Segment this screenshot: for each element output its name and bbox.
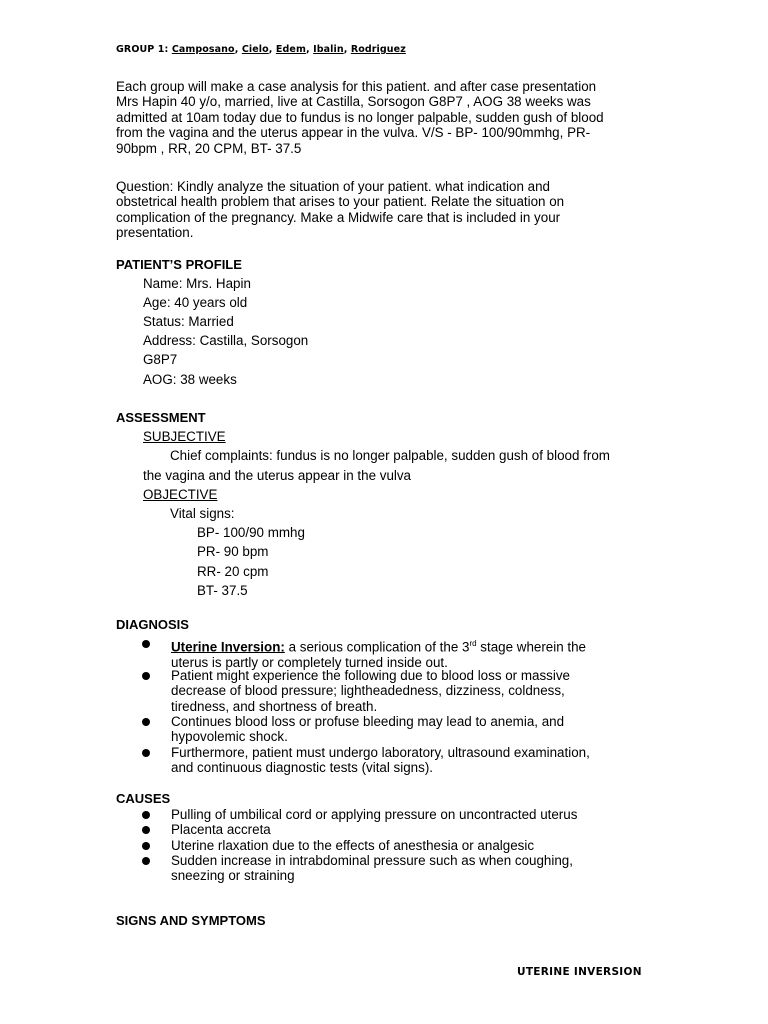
profile-item: AOG: 38 weeks	[143, 372, 237, 387]
member-name: Rodriguez	[350, 44, 406, 55]
question-paragraph	[116, 179, 636, 241]
intro-line: Each group will make a case analysis for this patient. and after case presentation	[116, 79, 597, 94]
bullet-icon	[142, 749, 150, 757]
bullet-icon	[142, 718, 150, 726]
diagnosis-term: Uterine Inversion:	[171, 639, 285, 655]
group-label: GROUP 1:	[116, 44, 169, 55]
member-name: Edem	[275, 44, 306, 55]
intro-line: Mrs Hapin 40 y/o, married, live at Castilla, Sorsogon G8P7 , AOG 38 weeks was	[116, 94, 591, 110]
question-line: Question: Kindly analyze the situation of your patient. what indication and	[116, 179, 550, 194]
question-line: obstetrical health problem that arises to your patient. Relate the situation on	[116, 194, 565, 210]
causes-bullet: Pulling of umbilical cord or applying pressure on uncontracted uterus	[142, 807, 642, 823]
subjective-label: SUBJECTIVE	[143, 429, 226, 444]
causes-bullet: Uterine rlaxation due to the effects of anesthesia or analgesic	[142, 838, 642, 854]
bullet-icon	[142, 672, 150, 680]
bullet-icon	[142, 826, 150, 834]
vital-signs-label: Vital signs:	[170, 506, 235, 521]
member-name: Ibalin	[313, 44, 344, 55]
profile-item: Name: Mrs. Hapin	[143, 276, 251, 291]
signs-heading: SIGNS AND SYMPTOMS	[116, 913, 266, 928]
intro-paragraph	[116, 79, 636, 156]
bullet-icon	[142, 640, 150, 648]
page-footer: UTERINE INVERSION	[517, 966, 642, 978]
intro-line: admitted at 10am today due to fundus is no longer palpable, sudden gush of blood	[116, 109, 604, 125]
diagnosis-bullet: Uterine Inversion: a serious complication of the 3rd stage wherein the uterus is partly or completely turned inside out.	[142, 636, 642, 667]
question-line: complication of the pregnancy. Make a Midwife care that is included in your	[116, 209, 561, 225]
member-name: Camposano	[171, 44, 235, 55]
diagnosis-bullet: Patient might experience the following due to blood loss or massive decrease of blood pressure; lightheadedness, dizziness, coldness, tiredness, and shortness of breath.	[142, 668, 642, 715]
causes-heading: CAUSES	[116, 791, 171, 806]
bullet-icon	[142, 811, 150, 819]
vital-sign: RR- 20 cpm	[197, 564, 269, 579]
diagnosis-bullet: Continues blood loss or profuse bleeding may lead to anemia, and hypovolemic shock.	[142, 714, 642, 745]
profile-item: G8P7	[143, 352, 178, 367]
bullet-icon	[142, 842, 150, 850]
profile-item: Status: Married	[143, 314, 234, 329]
member-name: Cielo	[241, 44, 269, 55]
diagnosis-heading: DIAGNOSIS	[116, 617, 189, 632]
profile-item: Address: Castilla, Sorsogon	[143, 333, 309, 348]
causes-bullet: Sudden increase in intrabdominal pressure such as when coughing, sneezing or straining	[142, 853, 642, 884]
vital-sign: BT- 37.5	[197, 583, 248, 598]
vital-sign: BP- 100/90 mmhg	[197, 525, 305, 540]
subjective-text: the vagina and the uterus appear in the vulva	[143, 468, 412, 483]
diagnosis-bullet: Furthermore, patient must undergo laboratory, ultrasound examination, and continuous diagnostic tests (vital signs).	[142, 745, 642, 776]
bullet-icon	[142, 857, 150, 865]
intro-line: from the vagina and the uterus appear in the vulva. V/S - BP- 100/90mmhg, PR-	[116, 125, 591, 141]
assessment-heading: ASSESSMENT	[116, 410, 206, 425]
subjective-text: Chief complaints: fundus is no longer palpable, sudden gush of blood from	[170, 448, 610, 463]
intro-line: 90bpm , RR, 20 CPM, BT- 37.5	[116, 140, 302, 156]
profile-item: Age: 40 years old	[143, 295, 248, 310]
objective-label: OBJECTIVE	[143, 487, 218, 502]
group-header: GROUP 1: Camposano, Cielo, Edem, Ibalin, Rodriguez	[116, 44, 406, 55]
vital-sign: PR- 90 bpm	[197, 544, 269, 559]
causes-bullet: Placenta accreta	[142, 822, 642, 838]
question-line: presentation.	[116, 225, 194, 241]
profile-heading: PATIENT’S PROFILE	[116, 257, 242, 272]
